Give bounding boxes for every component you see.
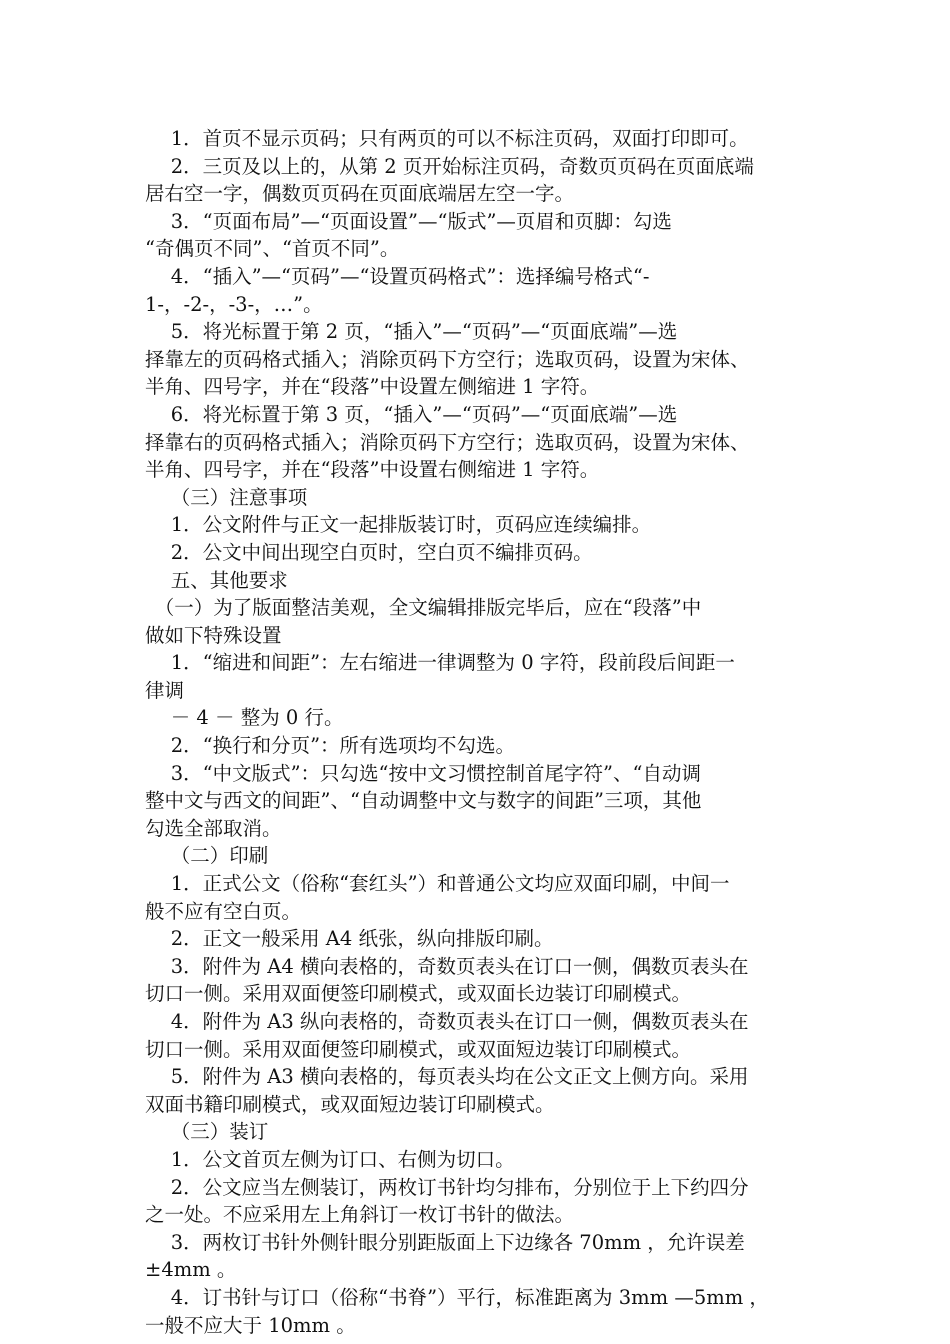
document-line: 半角、四号字，并在“段落”中设置右侧缩进 1 字符。 — [145, 458, 600, 482]
document-line: 1．正式公文（俗称“套红头”）和普通公文均应双面印刷，中间一 — [145, 872, 730, 896]
document-line: 4．订书针与订口（俗称“书脊”）平行，标准距离为 3mm —5mm ， — [145, 1285, 769, 1309]
document-line: 五、其他要求 — [145, 568, 288, 592]
document-line: 5．将光标置于第 2 页，“插入”—“页码”—“页面底端”—选 — [145, 320, 678, 344]
document-line: 2．正文一般采用 A4 纸张，纵向排版印刷。 — [145, 927, 554, 951]
document-line: 半角、四号字，并在“段落”中设置左侧缩进 1 字符。 — [145, 375, 600, 399]
document-line: 勾选全部取消。 — [145, 816, 282, 840]
document-line: 1．公文附件与正文一起排版装订时，页码应连续编排。 — [145, 513, 652, 537]
document-line: 切口一侧。采用双面便签印刷模式，或双面短边装订印刷模式。 — [145, 1037, 692, 1061]
document-line: （三）注意事项 — [145, 485, 308, 509]
document-line: 居右空一字，偶数页页码在页面底端居左空一字。 — [145, 182, 575, 206]
document-line: 4．附件为 A3 纵向表格的，奇数页表头在订口一侧，偶数页表头在 — [145, 1010, 749, 1033]
document-line: 般不应有空白页。 — [145, 899, 302, 923]
document-line: 择靠右的页码格式插入；消除页码下方空行；选取页码，设置为宋体、 — [145, 430, 750, 454]
document-line: 2．“换行和分页”：所有选项均不勾选。 — [145, 734, 516, 758]
document-line: （二）印刷 — [145, 844, 269, 868]
document-line: 1．“缩进和间距”：左右缩进一律调整为 0 字符，段前段后间距一 — [145, 651, 735, 675]
document-line: （一）为了版面整洁美观，全文编辑排版完毕后，应在“段落”中 — [145, 596, 702, 620]
document-line: 3．两枚订书针外侧针眼分别距版面上下边缘各 70mm ，允许误差 — [145, 1230, 745, 1254]
document-line: 1-，-2-，-3-，…”。 — [145, 292, 323, 316]
document-line: 3．附件为 A4 横向表格的，奇数页表头在订口一侧，偶数页表头在 — [145, 954, 749, 978]
document-line: 1．公文首页左侧为订口、右侧为切口。 — [145, 1147, 515, 1171]
document-line: － 4 － 整为 0 行。 — [145, 706, 344, 730]
document-line: “奇偶页不同”、“首页不同”。 — [145, 237, 400, 261]
document-line: 2．公文中间出现空白页时，空白页不编排页码。 — [145, 540, 593, 564]
document-line: （三）装订 — [145, 1120, 269, 1144]
document-line: 之一处。不应采用左上角斜订一枚订书针的做法。 — [145, 1203, 575, 1227]
document-line: 一般不应大于 10mm 。 — [145, 1313, 356, 1337]
document-line: 2．公文应当左侧装订，两枚订书针均匀排布，分别位于上下约四分 — [145, 1175, 749, 1199]
document-line: 5．附件为 A3 横向表格的，每页表头均在公文正文上侧方向。采用 — [145, 1065, 749, 1089]
document-line: 择靠左的页码格式插入；消除页码下方空行；选取页码，设置为宋体、 — [145, 347, 750, 371]
document-line: 6．将光标置于第 3 页，“插入”—“页码”—“页面底端”—选 — [145, 402, 678, 426]
document-line: 切口一侧。采用双面便签印刷模式，或双面长边装订印刷模式。 — [145, 982, 692, 1006]
document-line: 1．首页不显示页码；只有两页的可以不标注页码，双面打印即可。 — [145, 127, 749, 150]
document-line: 律调 — [145, 678, 185, 702]
document-line: 3．“中文版式”：只勾选“按中文习惯控制首尾字符”、“自动调 — [145, 761, 701, 785]
document-line: 3．“页面布局”—“页面设置”—“版式”—页眉和页脚：勾选 — [145, 209, 672, 233]
document-line: 4．“插入”—“页码”—“设置页码格式”：选择编号格式“- — [145, 264, 650, 288]
document-line: ±4mm 。 — [145, 1258, 237, 1282]
document-line: 2．三页及以上的，从第 2 页开始标注页码，奇数页页码在页面底端 — [145, 154, 754, 178]
document-line: 双面书籍印刷模式，或双面短边装订印刷模式。 — [145, 1092, 555, 1116]
document-line: 整中文与西文的间距”、“自动调整中文与数字的间距”三项，其他 — [145, 789, 702, 813]
document-body — [145, 125, 813, 1339]
document-line: 做如下特殊设置 — [145, 623, 282, 647]
